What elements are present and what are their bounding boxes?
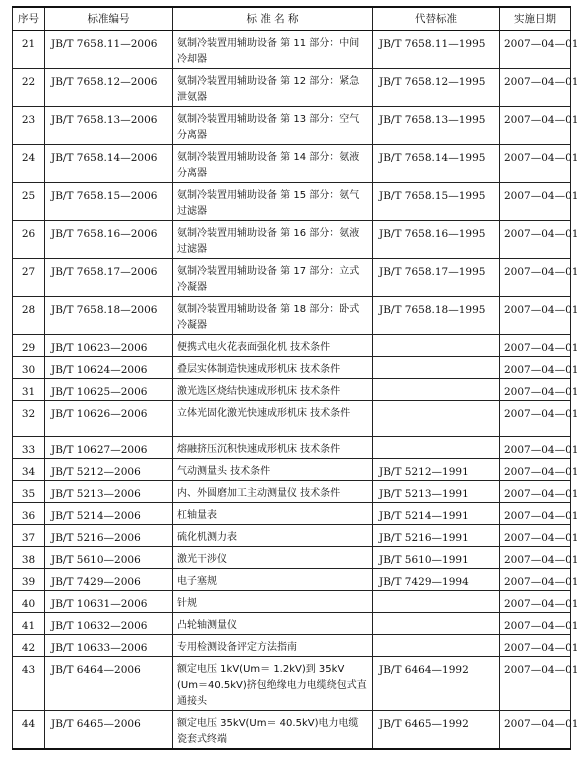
row-replaces-text: JB/T 7658.14—1995 [379,152,486,164]
row-std-no-text: JB/T 7658.15—2006 [51,190,158,202]
row-std-name-text: 气动测量头 技术条件 [177,466,271,477]
row-std-name [173,459,373,481]
row-std-name-text: 额定电压 35kV(Um＝ 40.5kV)电力电缆瓷套式终端 [177,718,359,745]
row-std-no [45,711,173,750]
row-replaces-text: JB/T 7429—1994 [379,576,469,588]
table-body [13,31,579,750]
row-std-no-text: JB/T 7658.11—2006 [51,38,158,50]
row-replaces [373,503,500,525]
row-replaces [373,401,500,437]
row-impl-date [500,401,579,437]
row-std-no [45,525,173,547]
row-seq-text: 23 [21,114,36,126]
row-impl-date [500,297,579,335]
row-std-name [173,145,373,183]
row-impl-date [500,481,579,503]
row-std-name [173,335,373,357]
row-std-name [173,183,373,221]
row-seq-text: 26 [21,228,36,240]
row-std-name [173,569,373,591]
row-impl-date-text: 2007—04—01 [504,444,579,456]
row-std-no-text: JB/T 6465—2006 [51,718,141,730]
row-replaces [373,107,500,145]
header-replaces: 代替标准 [373,7,500,31]
row-std-no-text: JB/T 5216—2006 [51,532,141,544]
standards-table [12,6,579,750]
row-impl-date-text: 2007—04—01 [504,386,579,398]
row-impl-date [500,459,579,481]
row-replaces-text: JB/T 7658.15—1995 [379,190,486,202]
row-impl-date [500,31,579,69]
row-seq [13,379,45,401]
row-std-no-text: JB/T 7658.16—2006 [51,228,158,240]
row-replaces [373,31,500,69]
row-replaces [373,221,500,259]
row-impl-date [500,613,579,635]
row-replaces-text [379,437,495,442]
row-std-name [173,481,373,503]
row-seq-text: 25 [21,190,36,202]
row-std-no-text: JB/T 6464—2006 [51,664,141,676]
row-std-name-text: 硫化机测力表 [177,532,237,543]
row-impl-date [500,69,579,107]
row-impl-date-text: 2007—04—01 [504,598,579,610]
row-replaces [373,183,500,221]
row-replaces-text: JB/T 5216—1991 [379,532,469,544]
row-std-name-text: 凸轮轴测量仪 [177,620,237,631]
table-row [13,503,571,525]
row-replaces-text: JB/T 6464—1992 [379,664,469,676]
row-impl-date [500,259,579,297]
row-std-name-text: 激光干涉仪 [177,554,227,565]
row-seq-text: 43 [21,664,36,676]
row-replaces-text [379,379,495,384]
row-std-no [45,183,173,221]
header-seq: 序号 [13,7,45,31]
row-std-no [45,297,173,335]
row-std-name [173,69,373,107]
row-std-name [173,503,373,525]
row-impl-date-text: 2007—04—01 [504,466,579,478]
row-impl-date-text: 2007—04—01 [504,532,579,544]
row-seq [13,437,45,459]
row-std-no [45,379,173,401]
row-seq [13,635,45,657]
row-impl-date-text: 2007—04—01 [504,152,579,164]
row-impl-date [500,221,579,259]
row-std-name [173,107,373,145]
row-seq-text: 24 [21,152,36,164]
row-std-name-text: 氨制冷装置用辅助设备 第 17 部分：立式冷凝器 [177,266,360,293]
row-std-name-text: 便携式电火花表面强化机 技术条件 [177,342,331,353]
row-std-no [45,503,173,525]
row-replaces [373,635,500,657]
row-seq [13,459,45,481]
table-row [13,69,571,107]
row-impl-date-text: 2007—04—01 [504,76,579,88]
standards-table-container [12,6,579,750]
row-std-no [45,547,173,569]
row-std-no-text: JB/T 5214—2006 [51,510,141,522]
row-impl-date [500,591,579,613]
row-impl-date [500,657,579,711]
row-replaces-text: JB/T 6465—1992 [379,718,469,730]
row-impl-date-text: 2007—04—01 [504,718,579,730]
row-std-no [45,357,173,379]
row-std-name-text: 氨制冷装置用辅助设备 第 18 部分：卧式冷凝器 [177,304,360,331]
row-seq [13,107,45,145]
row-seq [13,657,45,711]
row-std-name [173,259,373,297]
row-std-name [173,613,373,635]
row-impl-date [500,107,579,145]
row-std-name-text: 电子塞规 [177,576,217,587]
row-impl-date-text: 2007—04—01 [504,342,579,354]
row-replaces [373,613,500,635]
row-std-no [45,401,173,437]
row-std-name [173,379,373,401]
row-replaces [373,657,500,711]
row-std-name-text: 氨制冷装置用辅助设备 第 16 部分：氨液过滤器 [177,228,360,255]
row-std-name-text: 熔融挤压沉积快速成形机床 技术条件 [177,444,341,455]
row-replaces-text: JB/T 7658.11—1995 [379,38,486,50]
table-row [13,481,571,503]
row-replaces-text [379,401,495,406]
table-row [13,569,571,591]
row-impl-date-text: 2007—04—01 [504,266,579,278]
row-std-name [173,525,373,547]
row-replaces [373,591,500,613]
row-impl-date-text: 2007—04—01 [504,664,579,676]
row-std-no [45,569,173,591]
row-seq-text: 44 [21,718,36,730]
row-std-name-text: 额定电压 1kV(Um＝ 1.2kV)到 35kV (Um＝40.5kV)挤包绝缘电力电缆绕包式直通接头 [177,664,367,707]
row-seq [13,569,45,591]
row-std-name-text: 针规 [177,598,197,609]
row-std-no [45,437,173,459]
row-replaces [373,357,500,379]
table-row [13,437,571,459]
row-std-no-text: JB/T 5212—2006 [51,466,141,478]
row-impl-date [500,635,579,657]
row-impl-date [500,547,579,569]
row-std-no [45,259,173,297]
row-seq [13,221,45,259]
row-std-no [45,613,173,635]
row-std-no-text: JB/T 7658.17—2006 [51,266,158,278]
table-row [13,547,571,569]
row-std-name [173,437,373,459]
row-seq-text: 21 [21,38,36,50]
row-std-no-text: JB/T 7658.18—2006 [51,304,158,316]
row-std-name-text: 内、外圆磨加工主动测量仪 技术条件 [177,488,341,499]
row-std-name [173,221,373,259]
row-replaces-text [379,335,495,340]
row-std-no-text: JB/T 7658.13—2006 [51,114,158,126]
row-seq [13,591,45,613]
row-impl-date [500,379,579,401]
row-std-name-text: 氨制冷装置用辅助设备 第 12 部分：紧急泄氨器 [177,76,360,103]
row-std-no-text: JB/T 7658.14—2006 [51,152,158,164]
row-std-no [45,145,173,183]
row-seq [13,503,45,525]
row-seq [13,547,45,569]
table-row [13,183,571,221]
row-impl-date-text: 2007—04—01 [504,408,579,420]
row-seq [13,335,45,357]
row-std-no-text: JB/T 10631—2006 [51,598,148,610]
row-replaces [373,335,500,357]
table-row [13,711,571,750]
row-std-name [173,31,373,69]
table-row [13,297,571,335]
row-std-no [45,107,173,145]
row-impl-date-text: 2007—04—01 [504,38,579,50]
row-replaces [373,525,500,547]
row-std-name-text: 氨制冷装置用辅助设备 第 13 部分：空气分离器 [177,114,360,141]
row-std-name-text: 氨制冷装置用辅助设备 第 14 部分：氨液分离器 [177,152,360,179]
row-impl-date-text: 2007—04—01 [504,554,579,566]
table-row [13,613,571,635]
row-impl-date-text: 2007—04—01 [504,488,579,500]
row-std-no [45,335,173,357]
row-replaces-text [379,635,495,640]
row-std-no [45,591,173,613]
row-seq-text: 40 [21,598,36,610]
row-impl-date [500,357,579,379]
row-seq [13,525,45,547]
header-std-no: 标准编号 [45,7,173,31]
table-header-row [13,7,571,31]
table-row [13,335,571,357]
table-row [13,357,571,379]
row-impl-date-text: 2007—04—01 [504,576,579,588]
row-replaces [373,459,500,481]
row-seq [13,31,45,69]
row-impl-date [500,437,579,459]
row-replaces-text: JB/T 5212—1991 [379,466,469,478]
row-impl-date [500,503,579,525]
row-seq [13,145,45,183]
row-std-no [45,69,173,107]
row-std-no [45,221,173,259]
row-replaces [373,481,500,503]
row-seq-text: 34 [21,466,36,478]
header-std-name: 标 准 名 称 [173,7,373,31]
row-impl-date-text: 2007—04—01 [504,114,579,126]
row-replaces-text: JB/T 7658.17—1995 [379,266,486,278]
row-seq [13,481,45,503]
row-std-name-text: 专用检测设备评定方法指南 [177,642,297,653]
row-seq-text: 22 [21,76,36,88]
row-seq-text: 32 [21,408,36,420]
row-seq-text: 37 [21,532,36,544]
row-std-name [173,711,373,750]
row-replaces [373,297,500,335]
table-row [13,31,571,69]
row-impl-date [500,569,579,591]
row-std-name-text: 杠轴量表 [177,510,217,521]
row-replaces-text [379,357,495,362]
row-replaces-text: JB/T 7658.16—1995 [379,228,486,240]
row-seq [13,613,45,635]
row-std-no [45,481,173,503]
row-replaces-text: JB/T 5214—1991 [379,510,469,522]
row-std-name [173,401,373,437]
row-impl-date-text: 2007—04—01 [504,364,579,376]
row-impl-date-text: 2007—04—01 [504,190,579,202]
row-std-name-text: 激光选区烧结快速成形机床 技术条件 [177,386,341,397]
row-replaces [373,259,500,297]
row-std-no [45,657,173,711]
row-std-name [173,657,373,711]
row-std-name [173,635,373,657]
row-seq [13,69,45,107]
row-replaces [373,711,500,750]
row-seq-text: 35 [21,488,36,500]
row-impl-date-text: 2007—04—01 [504,304,579,316]
row-seq-text: 42 [21,642,36,654]
table-row [13,379,571,401]
table-row [13,657,571,711]
row-std-name [173,297,373,335]
table-row [13,591,571,613]
row-replaces [373,379,500,401]
table-row [13,221,571,259]
row-impl-date [500,145,579,183]
table-row [13,107,571,145]
row-impl-date-text: 2007—04—01 [504,510,579,522]
row-std-no [45,635,173,657]
row-replaces-text: JB/T 5610—1991 [379,554,469,566]
row-std-no [45,31,173,69]
row-std-no-text: JB/T 7658.12—2006 [51,76,158,88]
row-impl-date-text: 2007—04—01 [504,620,579,632]
row-impl-date [500,711,579,750]
row-replaces [373,569,500,591]
row-replaces [373,69,500,107]
row-seq [13,711,45,750]
row-seq [13,357,45,379]
row-std-name-text: 氨制冷装置用辅助设备 第 15 部分：氨气过滤器 [177,190,360,217]
table-row [13,259,571,297]
row-seq-text: 29 [21,342,36,354]
row-std-no-text: JB/T 10626—2006 [51,408,148,420]
table-row [13,145,571,183]
header-impl-date: 实施日期 [500,7,571,31]
row-seq-text: 27 [21,266,36,278]
table-row [13,525,571,547]
row-std-name [173,591,373,613]
row-std-name-text: 叠层实体制造快速成形机床 技术条件 [177,364,341,375]
row-seq [13,401,45,437]
row-replaces-text: JB/T 7658.18—1995 [379,304,486,316]
row-impl-date [500,335,579,357]
row-std-no-text: JB/T 10627—2006 [51,444,148,456]
row-seq-text: 36 [21,510,36,522]
row-impl-date [500,183,579,221]
row-replaces-text: JB/T 5213—1991 [379,488,469,500]
row-std-no [45,459,173,481]
row-std-no-text: JB/T 7429—2006 [51,576,141,588]
row-replaces-text: JB/T 7658.12—1995 [379,76,486,88]
row-replaces-text [379,591,495,596]
row-seq [13,297,45,335]
row-std-name [173,357,373,379]
row-impl-date-text: 2007—04—01 [504,642,579,654]
row-impl-date-text: 2007—04—01 [504,228,579,240]
row-std-name-text: 立体光固化激光快速成形机床 技术条件 [177,408,351,419]
row-std-no-text: JB/T 10633—2006 [51,642,148,654]
row-seq-text: 28 [21,304,36,316]
table-row [13,459,571,481]
row-seq-text: 31 [21,386,36,398]
row-seq-text: 39 [21,576,36,588]
table-row [13,635,571,657]
row-seq-text: 30 [21,364,36,376]
row-seq-text: 33 [21,444,36,456]
row-replaces-text: JB/T 7658.13—1995 [379,114,486,126]
row-seq [13,183,45,221]
table-row [13,401,571,437]
row-replaces [373,145,500,183]
row-impl-date [500,525,579,547]
row-std-no-text: JB/T 5213—2006 [51,488,141,500]
row-std-no-text: JB/T 10625—2006 [51,386,148,398]
row-replaces [373,547,500,569]
row-std-no-text: JB/T 10632—2006 [51,620,148,632]
row-std-no-text: JB/T 10624—2006 [51,364,148,376]
row-seq [13,259,45,297]
row-std-no-text: JB/T 10623—2006 [51,342,148,354]
row-seq-text: 41 [21,620,36,632]
row-std-no-text: JB/T 5610—2006 [51,554,141,566]
row-replaces-text [379,613,495,618]
row-replaces [373,437,500,459]
row-std-name-text: 氨制冷装置用辅助设备 第 11 部分：中间冷却器 [177,38,360,65]
row-seq-text: 38 [21,554,36,566]
row-std-name [173,547,373,569]
